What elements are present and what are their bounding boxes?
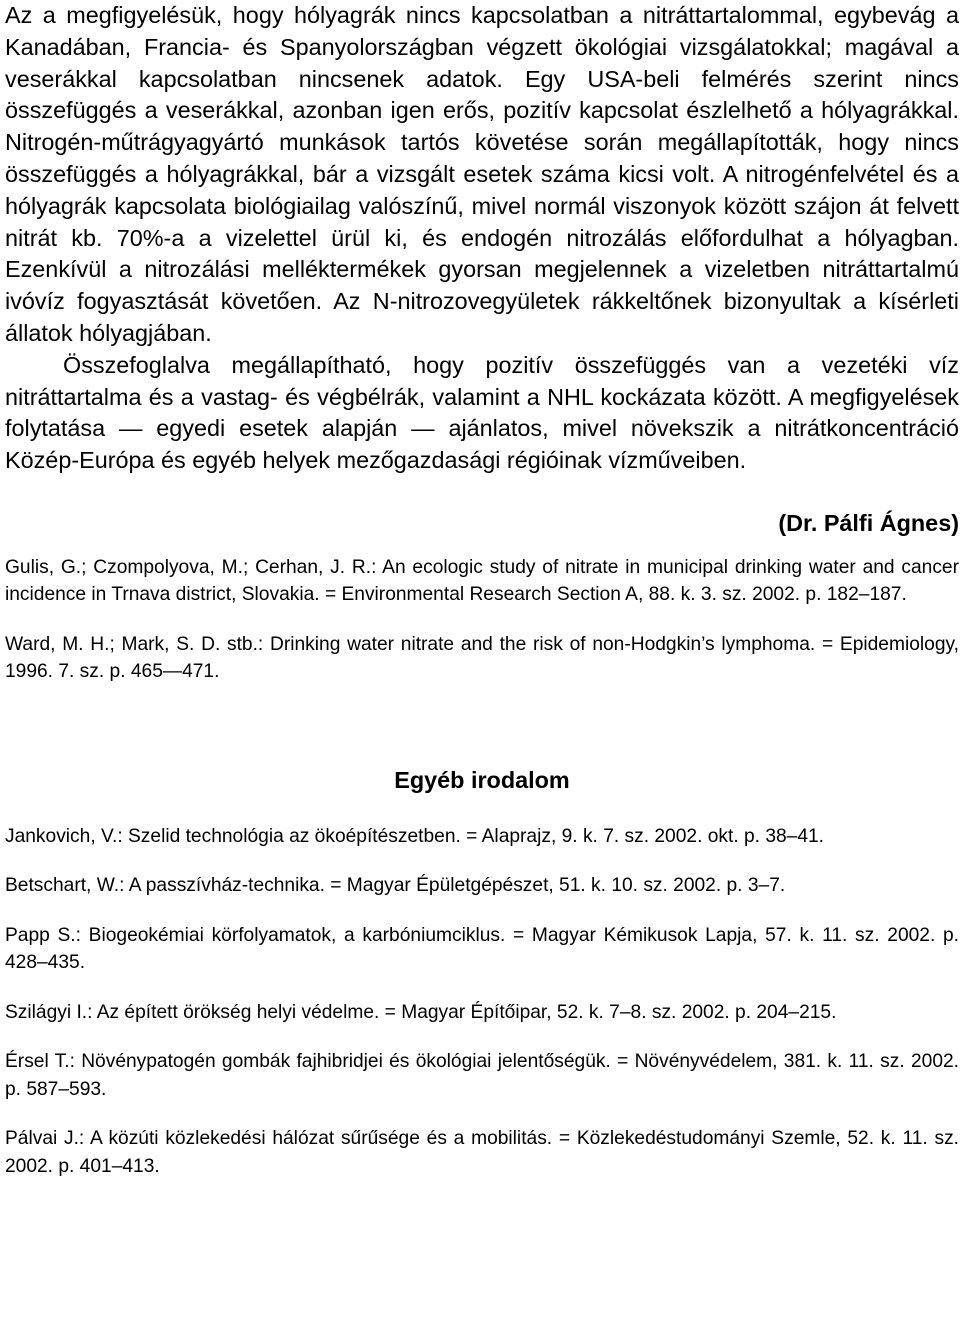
other-reference-item: Betschart, W.: A passzívház-technika. = Magyar Épületgépészet, 51. k. 10. sz. 2002. p. 3–7. — [5, 875, 786, 897]
other-reference-item: Szilágyi I.: Az épített örökség helyi védelme. = Magyar Építőipar, 52. k. 7–8. sz. 2002. p. 204–215. — [5, 1001, 837, 1023]
author-signature: (Dr. Pálfi Ágnes) — [778, 509, 959, 536]
other-reference-item: Pálvai J.: A közúti közlekedési hálózat sűrűsége és a mobilitás. = Közlekedéstudományi Szemle, 52. k. 11. sz. 2002. p. 401–413. — [5, 1128, 959, 1177]
section-heading-other-literature: Egyéb irodalom — [394, 766, 570, 793]
reference-item: Gulis, G.; Czompolyova, M.; Cerhan, J. R.: An ecologic study of nitrate in municipal drinking water and cancer incidence in Trnava district, Slovakia. = Environmental Research Section A, 88. k. 3. sz. 2002. p. 182–187. — [5, 556, 959, 606]
body-paragraph-1: Az a megfigyelésük, hogy hólyagrák nincs kapcsolatban a nitráttartalommal, egybevág a Kanadában, Francia- és Spanyolországban végzett ökológiai vizsgálatokkal; magával a veserákkal kapcsolatban nincsenek adatok. Egy USA-beli felmérés szerint nincs összefüggés a veserákkal, azonban igen erős, pozitív kapcsolat észlelhető a hólyagrákkal. Nitrogén-műtrágyagyártó munkások tartós követése során megállapították, hogy nincs összefüggés a hólyagrákkal, bár a vizsgált esetek száma kicsi volt. A nitrogénfelvétel és a hólyagrák kapcsolata biológiailag valószínű, mivel normál viszonyok között szájon át felvett nitrát kb. 70%-a a vizelettel ürül ki, és endogén nitrozálás előfordulhat a hólyagban. Ezenkívül a nitrozálási melléktermékek gyorsan megjelennek a vizeletben nitráttartalmú ivóvíz fogyasztását követően. Az N-nitrozovegyületek rákkeltőnek bizonyultak a kísérleti állatok hólyagjában. — [5, 2, 959, 346]
page-content — [5, 0, 959, 1180]
other-reference-item: Papp S.: Biogeokémiai körfolyamatok, a karbóniumciklus. = Magyar Kémikusok Lapja, 57. k. 11. sz. 2002. p. 428–435. — [5, 924, 959, 974]
body-paragraph-2: Összefoglalva megállapítható, hogy pozitív összefüggés van a vezetéki víz nitráttartalma és a vastag- és végbélrák, valamint a NHL kockázata között. A megfigyelések folytatása — egyedi esetek alapján — ajánlatos, mivel növekszik a nitrátkoncentráció Közép-Európa és egyéb helyek mezőgazdasági régióinak vízműveiben. — [5, 351, 959, 474]
other-reference-item: Érsel T.: Növénypatogén gombák fajhibridjei és ökológiai jelentőségük. = Növényvédelem, 381. k. 11. sz. 2002. p. 587–593. — [5, 1051, 959, 1100]
reference-item: Ward, M. H.; Mark, S. D. stb.: Drinking water nitrate and the risk of non-Hodgkin’s lymphoma. = Epidemiology, 1996. 7. sz. p. 465—471. — [5, 633, 959, 683]
other-reference-item: Jankovich, V.: Szelid technológia az ökoépítészetben. = Alaprajz, 9. k. 7. sz. 2002. okt. p. 38–41. — [5, 825, 825, 847]
